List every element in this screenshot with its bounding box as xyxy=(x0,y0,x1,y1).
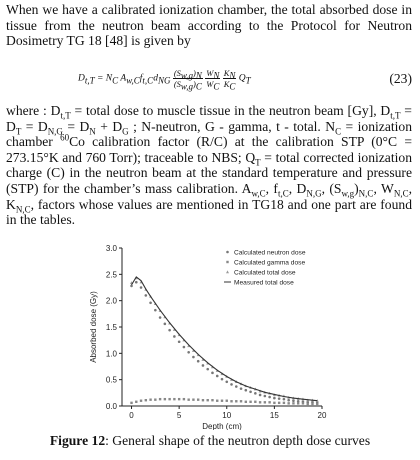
eq-factor-a: A xyxy=(120,73,127,84)
eq-lhs: D xyxy=(78,73,85,84)
eq-fraction-s xyxy=(173,68,203,92)
where-s10-sub: w,C xyxy=(251,188,266,199)
point-calculated-neutron xyxy=(130,285,133,288)
point-calculated-gamma xyxy=(192,398,194,400)
where-s8-sup: 60 xyxy=(60,132,70,143)
point-calculated-neutron xyxy=(192,356,195,359)
x-tick-label: 20 xyxy=(317,411,327,420)
x-tick-label: 15 xyxy=(269,411,279,420)
point-calculated-neutron xyxy=(230,383,233,386)
where-s11: , f xyxy=(265,180,278,196)
point-calculated-neutron xyxy=(178,340,181,343)
point-calculated-gamma xyxy=(297,402,299,404)
figure-caption xyxy=(0,433,420,449)
legend-label: Calculated total dose xyxy=(234,269,296,277)
point-calculated-gamma xyxy=(264,401,266,403)
point-calculated-neutron xyxy=(145,294,148,297)
point-calculated-neutron xyxy=(183,346,186,349)
legend-label: Measured total dose xyxy=(234,279,294,287)
point-calculated-gamma xyxy=(278,402,280,404)
point-calculated-gamma xyxy=(187,398,189,400)
where-s14: ) xyxy=(354,180,359,196)
point-calculated-gamma xyxy=(283,402,285,404)
y-tick-label: 0.0 xyxy=(105,402,117,411)
point-calculated-neutron xyxy=(249,390,252,393)
point-calculated-gamma xyxy=(221,400,223,402)
point-calculated-gamma xyxy=(287,402,289,404)
eq-factor-f: f xyxy=(139,73,143,84)
point-calculated-neutron xyxy=(211,372,214,375)
point-calculated-neutron xyxy=(149,301,152,304)
point-calculated-gamma xyxy=(254,401,256,403)
where-s2-sub: t,T xyxy=(390,110,401,121)
point-calculated-neutron xyxy=(240,387,243,390)
eq-f1-den-tail: ) xyxy=(193,79,196,89)
where-s11-sub: t,C xyxy=(277,188,289,199)
eq-factor-a-sub: w,C xyxy=(126,75,140,86)
point-calculated-neutron xyxy=(135,281,138,284)
intro-paragraph: When we have a calibrated ionization chamber, the total absorbed dose in tissue from the neutron beam according to the Protocol for Neutron Dosimetry TG 18 [48] is given by xyxy=(6,2,412,49)
point-calculated-neutron xyxy=(225,380,228,383)
point-calculated-neutron xyxy=(254,392,257,395)
x-tick-label: 10 xyxy=(222,411,232,420)
where-s9-sub: T xyxy=(255,157,261,168)
eq-rhs-sub1: C xyxy=(112,75,119,86)
point-calculated-gamma xyxy=(245,401,247,403)
point-calculated-gamma xyxy=(164,398,166,400)
y-tick-label: 3.0 xyxy=(105,244,117,253)
point-calculated-gamma xyxy=(202,399,204,401)
point-calculated-gamma xyxy=(259,401,261,403)
point-calculated-gamma xyxy=(230,400,232,402)
where-s1: where : D xyxy=(6,103,61,118)
where-s12-sub: N,G xyxy=(306,188,322,199)
point-calculated-neutron xyxy=(197,360,200,363)
eq-q: Q xyxy=(238,73,246,84)
chart-svg xyxy=(78,240,338,430)
legend-swatch-triangle xyxy=(226,270,229,273)
where-s5: = D xyxy=(62,118,90,134)
where-s15: , W xyxy=(373,180,394,196)
point-calculated-gamma xyxy=(268,401,270,403)
point-calculated-neutron xyxy=(221,378,224,381)
eq-f2-num: W xyxy=(206,68,214,78)
point-calculated-neutron xyxy=(292,399,295,402)
where-s3: = D xyxy=(6,103,412,134)
where-s10: = total corrected ionization charge (C) in the neutron beam at the standard temperature and pressure (STP) for the chamber’s mass calibration. A xyxy=(6,149,412,196)
eq-f3-den: K xyxy=(223,79,230,89)
point-calculated-gamma xyxy=(226,400,228,402)
point-calculated-gamma xyxy=(168,398,170,400)
where-paragraph xyxy=(6,103,412,228)
where-s9: Co calibration factor (R/C) at the calibration STP (0°C = 273.15°K and 760 Torr); traceable to NBS; Q xyxy=(6,134,412,165)
where-s13: , (S xyxy=(321,180,342,196)
point-calculated-gamma xyxy=(135,401,137,403)
eq-f1-num-tail: ) xyxy=(193,68,196,78)
where-s16: , K xyxy=(6,180,412,212)
point-calculated-gamma xyxy=(235,400,237,402)
y-tick-label: 2.0 xyxy=(105,296,117,306)
eq-fraction-k xyxy=(223,68,237,92)
eq-f2-num-sub: N xyxy=(213,70,220,81)
point-calculated-gamma xyxy=(159,398,161,400)
y-tick-label: 0.5 xyxy=(105,375,117,385)
where-s13-sub: w,g xyxy=(341,188,355,199)
eq-f2-den-sub: C xyxy=(213,81,220,92)
point-calculated-neutron xyxy=(140,286,143,289)
equation-row xyxy=(0,64,420,98)
point-calculated-gamma xyxy=(240,400,242,402)
where-s5-sub: N xyxy=(89,126,96,137)
point-calculated-neutron xyxy=(206,368,209,371)
eq-q-sub: T xyxy=(245,75,251,86)
legend-swatch-dot xyxy=(226,251,229,254)
eq-factor-f-sub: t,C xyxy=(142,75,154,86)
point-calculated-gamma xyxy=(302,402,304,404)
caption-text: : General shape of the neutron depth dose curves xyxy=(105,433,371,448)
point-calculated-neutron xyxy=(173,335,176,338)
legend-swatch-square xyxy=(226,261,228,263)
point-calculated-gamma xyxy=(183,398,185,400)
point-calculated-neutron xyxy=(159,316,162,319)
where-s6: + D xyxy=(95,118,123,134)
point-calculated-neutron xyxy=(245,389,248,392)
point-calculated-gamma xyxy=(154,398,156,400)
y-axis-label: Absorbed dose (Gy) xyxy=(89,291,98,363)
point-calculated-gamma xyxy=(211,399,213,401)
y-tick-label: 1.5 xyxy=(105,323,117,332)
where-s4-sub: N,G xyxy=(47,126,63,137)
dose-equation xyxy=(78,68,251,92)
eq-f1-den: (S xyxy=(173,79,181,89)
series-line-measured-total xyxy=(132,277,318,401)
point-calculated-neutron xyxy=(268,396,271,399)
point-calculated-neutron xyxy=(187,351,190,354)
x-axis-label: Depth (cm) xyxy=(202,422,242,430)
point-calculated-gamma xyxy=(307,403,309,405)
eq-f1-num-tail-sub: N xyxy=(195,70,202,81)
eq-factor-d-sub: NG xyxy=(157,75,171,86)
point-calculated-neutron xyxy=(168,329,171,332)
point-calculated-neutron xyxy=(235,385,238,388)
point-calculated-gamma xyxy=(130,402,132,404)
point-calculated-gamma xyxy=(149,398,151,400)
where-s12: , D xyxy=(288,180,307,196)
point-calculated-neutron xyxy=(216,375,219,378)
depth-dose-chart xyxy=(78,240,338,430)
y-tick-label: 2.5 xyxy=(105,270,117,280)
equation-number: (23) xyxy=(389,71,412,86)
where-s1-sub: t,T xyxy=(60,110,71,121)
point-calculated-neutron xyxy=(164,323,167,326)
x-tick-label: 5 xyxy=(176,411,182,420)
where-s7-sub: C xyxy=(335,126,342,137)
where-s15-sub: N,C xyxy=(393,188,409,199)
eq-fraction-w xyxy=(205,68,220,92)
point-calculated-neutron xyxy=(287,399,290,402)
point-calculated-gamma xyxy=(273,402,275,404)
where-s4: = D xyxy=(21,118,48,134)
where-s17: , factors whose values are mentioned in TG18 and one part are found in the tables. xyxy=(6,196,412,228)
point-calculated-gamma xyxy=(145,399,147,401)
eq-f3-num-sub: N xyxy=(229,70,236,81)
eq-f3-num: K xyxy=(223,68,230,78)
where-s3-sub: T xyxy=(15,126,22,137)
point-calculated-neutron xyxy=(154,309,157,312)
point-calculated-gamma xyxy=(140,400,142,402)
eq-factor-d: d xyxy=(153,73,158,84)
legend-label: Calculated gamma dose xyxy=(234,259,306,267)
point-calculated-gamma xyxy=(292,402,294,404)
point-calculated-neutron xyxy=(202,364,205,367)
where-s8: = ionization chamber xyxy=(6,118,412,150)
y-tick-label: 1.0 xyxy=(105,349,117,359)
eq-lhs-sub: t,T xyxy=(84,75,95,86)
where-s7: ; N-neutron, G - gamma, t - total. N xyxy=(128,118,336,134)
eq-f1-num-sub: w,g xyxy=(180,70,194,81)
point-calculated-gamma xyxy=(311,403,313,405)
point-calculated-gamma xyxy=(316,403,318,405)
point-calculated-neutron xyxy=(283,398,286,401)
where-s16-sub: N,C xyxy=(15,204,31,215)
point-calculated-neutron xyxy=(259,394,262,397)
point-calculated-gamma xyxy=(216,400,218,402)
point-calculated-neutron xyxy=(278,397,281,400)
eq-f3-den-sub: C xyxy=(229,81,236,92)
where-s6-sub: G xyxy=(122,126,129,137)
x-tick-label: 0 xyxy=(129,411,134,420)
eq-rhs-prefix: = N xyxy=(94,73,113,84)
caption-label: Figure 12 xyxy=(49,433,106,448)
eq-f1-num: (S xyxy=(173,68,181,78)
where-s2: = total dose to muscle tissue in the neutron beam [Gy], D xyxy=(70,103,391,118)
eq-f1-den-sub: w,g xyxy=(180,81,194,92)
point-calculated-gamma xyxy=(173,398,175,400)
point-calculated-gamma xyxy=(178,398,180,400)
point-calculated-gamma xyxy=(197,398,199,400)
point-calculated-neutron xyxy=(264,395,267,398)
where-s14-sub: N,C xyxy=(358,188,374,199)
eq-f1-den-tail-sub: C xyxy=(195,81,202,92)
point-calculated-neutron xyxy=(273,397,276,400)
legend-label: Calculated neutron dose xyxy=(234,249,306,257)
point-calculated-gamma xyxy=(207,399,209,401)
point-calculated-gamma xyxy=(249,401,251,403)
eq-f2-den: W xyxy=(206,79,214,89)
